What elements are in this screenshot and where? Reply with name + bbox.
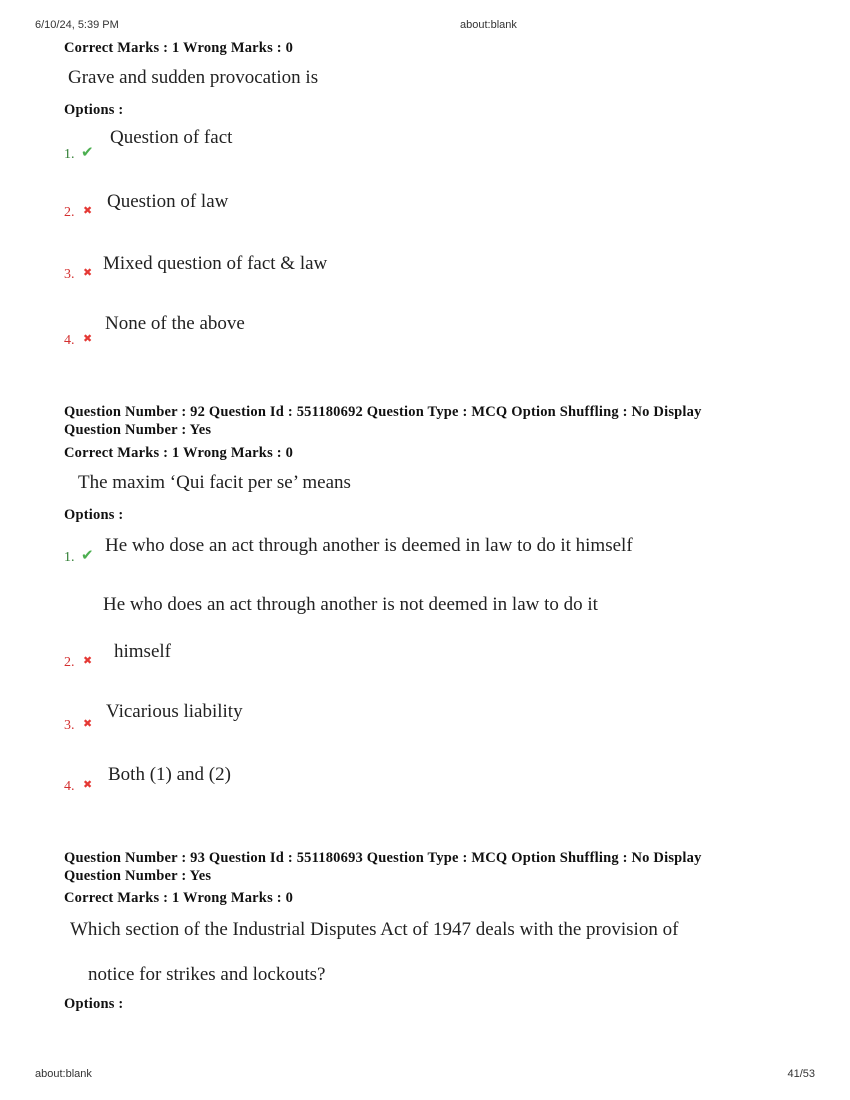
cross-icon: ✖ [83, 654, 93, 667]
print-title: about:blank [460, 19, 517, 31]
question-header: Question Number : Yes [64, 868, 212, 884]
question-header: Question Number : Yes [64, 422, 212, 438]
footer-url: about:blank [35, 1068, 92, 1080]
question-text: The maxim ‘Qui facit per se’ means [78, 472, 351, 493]
question-text-continued: notice for strikes and lockouts? [88, 964, 326, 985]
cross-icon: ✖ [83, 717, 93, 730]
question-text: Grave and sudden provocation is [68, 67, 319, 88]
option-number: 2. [64, 655, 75, 670]
check-icon: ✔ [81, 143, 94, 161]
option-number: 2. [64, 205, 75, 220]
cross-icon: ✖ [83, 332, 93, 345]
question-header: Question Number : 92 Question Id : 551180692 Question Type : MCQ Option Shuffling : No Display [64, 404, 702, 420]
print-datetime: 6/10/24, 5:39 PM [35, 19, 119, 31]
marks-line: Correct Marks : 1 Wrong Marks : 0 [64, 445, 294, 461]
option-text: Question of law [107, 191, 229, 212]
question-header: Question Number : 93 Question Id : 551180693 Question Type : MCQ Option Shuffling : No Display [64, 850, 702, 866]
option-text: Vicarious liability [106, 701, 243, 722]
option-text-continued: himself [114, 641, 171, 662]
options-label: Options : [64, 507, 124, 523]
option-number: 1. [64, 147, 75, 162]
cross-icon: ✖ [83, 266, 93, 279]
option-number: 1. [64, 550, 75, 565]
cross-icon: ✖ [83, 204, 93, 217]
option-text: He who does an act through another is not deemed in law to do it [103, 594, 598, 615]
options-label: Options : [64, 102, 124, 118]
option-number: 3. [64, 267, 75, 282]
option-number: 3. [64, 718, 75, 733]
question-text: Which section of the Industrial Disputes Act of 1947 deals with the provision of [70, 919, 679, 940]
option-text: Both (1) and (2) [108, 764, 231, 785]
check-icon: ✔ [81, 546, 94, 564]
options-label: Options : [64, 996, 124, 1012]
option-number: 4. [64, 779, 75, 794]
marks-line: Correct Marks : 1 Wrong Marks : 0 [64, 890, 294, 906]
marks-line: Correct Marks : 1 Wrong Marks : 0 [64, 40, 294, 56]
option-text: Mixed question of fact & law [103, 253, 328, 274]
option-text: Question of fact [110, 127, 233, 148]
option-number: 4. [64, 333, 75, 348]
option-text: He who dose an act through another is deemed in law to do it himself [105, 535, 633, 556]
cross-icon: ✖ [83, 778, 93, 791]
page-counter: 41/53 [787, 1068, 815, 1080]
option-text: None of the above [105, 313, 245, 334]
